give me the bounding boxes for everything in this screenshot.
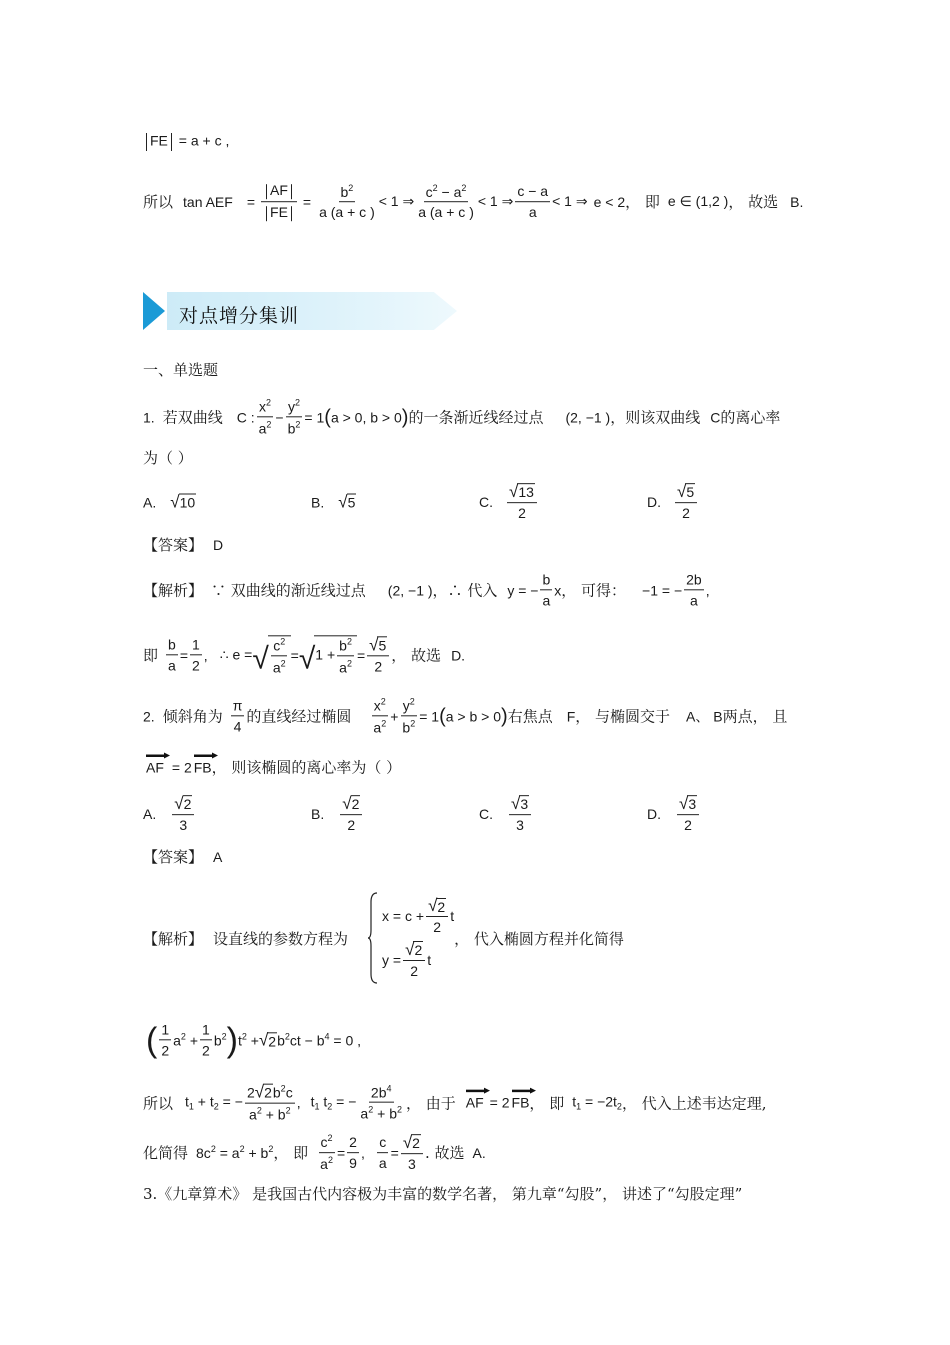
lt-one-c: < 1 ⇒ [552,193,588,210]
q2-option-b-value: √ 2 2 [340,795,362,833]
q2-suoyi: 所以 [143,1094,174,1113]
fe-equation [143,133,229,151]
fe-eq-text: = a + c , [178,132,230,149]
q1-option-b-label[interactable]: B. [311,494,325,510]
q2-huajian: 化简得 [143,1144,189,1163]
ca-fraction: $\frac{c - a}{a}$ [517,183,549,220]
q2-option-b-label[interactable]: B. [311,806,325,822]
q1-ji: 即 [143,646,159,665]
parametric-system: x = c + √ 2 2 t y = √ 2 2 t [382,896,455,979]
q1-text-e: 为（ ） [143,449,193,467]
vector-fb: FB [194,759,212,775]
af-fe-fraction: $\frac{AF}{FE}$ [261,183,297,221]
q2-ji: ， 即 [529,1094,565,1113]
abs-bar [171,133,172,151]
q2-exp-b: ， 代入椭圆方程并化简得 [454,929,624,948]
q1-exp-a: ∵ 双曲线的渐近线过点 [211,581,366,600]
ji-text: ， 即 [625,193,660,212]
section-banner [143,292,483,330]
q2-youyu: ， 由于 [406,1094,456,1113]
q1-exp-b: ，∴ 代入 [432,581,498,600]
q2-exp-a: 设直线的参数方程为 [213,929,349,948]
q2-text-d: ， 与椭圆交于 [575,707,671,726]
lt-one: < 1 ⇒ [378,193,415,210]
q1-option-b-value: √ 5 [338,492,356,512]
vector-af: AF [146,759,164,775]
section-title: 对点增分集训 [179,305,300,327]
b2-fraction: $\frac{b^2}{a (a + c )}$ [319,182,375,221]
vector-fb-2: FB [512,1095,530,1111]
c2a2-fraction: $\frac{c^2 - a^2}{a (a + c )}$ [418,182,474,221]
q2-final: A. [472,1145,486,1161]
q1-text-b: 的一条渐近线经过点 [408,408,544,427]
q1-option-d-value: √ 5 2 [675,483,697,521]
q2-text-a: 倾斜角为 [162,707,223,726]
q2-option-c-value: √ 3 3 [509,795,531,833]
q2-focus: F [566,708,576,724]
q2-guxuan: . 故选 [424,1144,465,1163]
q2-option-a-label[interactable]: A. [143,806,157,822]
q1-text-a: 若双曲线 [162,408,223,427]
q1-option-a-value: √ 10 [170,492,196,512]
e-in-interval: e ∈ (1,2 ) [667,193,729,210]
q1-number: 1. [143,409,155,425]
q1-answer: D [213,537,224,553]
q3-stem: 3.《九章算术》 是我国古代内容极为丰富的数学名著， 第九章“勾股”， 讲述了“勾股定理” [143,1185,743,1203]
explanation-label: 【解析】 [143,581,204,600]
brace-icon [368,892,378,984]
q2-option-c-label[interactable]: C. [479,806,493,822]
banner-triangle-icon [143,292,165,330]
vector-af-2: AF [466,1095,484,1111]
q1-e-eq: ∴ e = [219,646,253,663]
q1-exp-d: −1 = − [642,582,683,598]
q1-exp-c: ， 可得： [561,581,627,600]
suoyi-text: 所以 [143,193,174,212]
q1-text-d: 的离心率 [720,408,781,427]
q1-text-c: ，则该双曲线 [610,408,701,427]
q2-ji2: ， 即 [273,1144,309,1163]
q1-point: (2, −1 ) [565,409,611,425]
q2-text-c: 右焦点 [507,707,553,726]
q1-option-a-label[interactable]: A. [143,494,157,510]
answer-label: 【答案】 [143,536,204,554]
q1-final: D. [451,647,466,663]
q1-option-c-label[interactable]: C. [479,494,493,510]
q2-answer: A [213,849,223,865]
q1-curve-name: C [710,409,721,425]
e-lt-2: e < 2 [593,194,626,210]
intro-answer: B. [790,194,804,210]
guxuan-text: ， 故选 [728,193,779,212]
explanation-label: 【解析】 [143,929,204,948]
fe-label: FE [150,132,168,149]
q1-equation: C : [236,409,255,425]
q1-option-d-label[interactable]: D. [647,494,661,510]
q1-guxuan: ， 故选 [391,646,442,665]
abs-bar [146,133,147,151]
q2-answer-line [143,850,222,865]
q2-text-e: 两点， 且 [722,707,788,726]
q2-text-b: 的直线经过椭圆 [246,707,352,726]
tan-label: tan AEF [183,194,233,210]
q2-daiyu: ， 代入上述韦达定理, [621,1094,767,1113]
q2-number: 2. [143,708,155,724]
q2-option-d-value: √ 3 2 [677,795,699,833]
question-type-heading: 一、单选题 [143,361,219,379]
q2-text-f: ， 则该椭圆的离心率为（ ） [211,758,402,777]
q2-points: A、 B [686,708,723,724]
lt-one-b: < 1 ⇒ [477,193,514,210]
q2-option-d-label[interactable]: D. [647,806,661,822]
q2-option-a-value: √ 2 3 [172,795,194,833]
q1-answer-line [143,538,223,553]
answer-label: 【答案】 [143,848,204,866]
q1-exp-point: (2, −1 ) [387,582,433,598]
q1-option-c-value: √ 13 2 [507,483,537,521]
